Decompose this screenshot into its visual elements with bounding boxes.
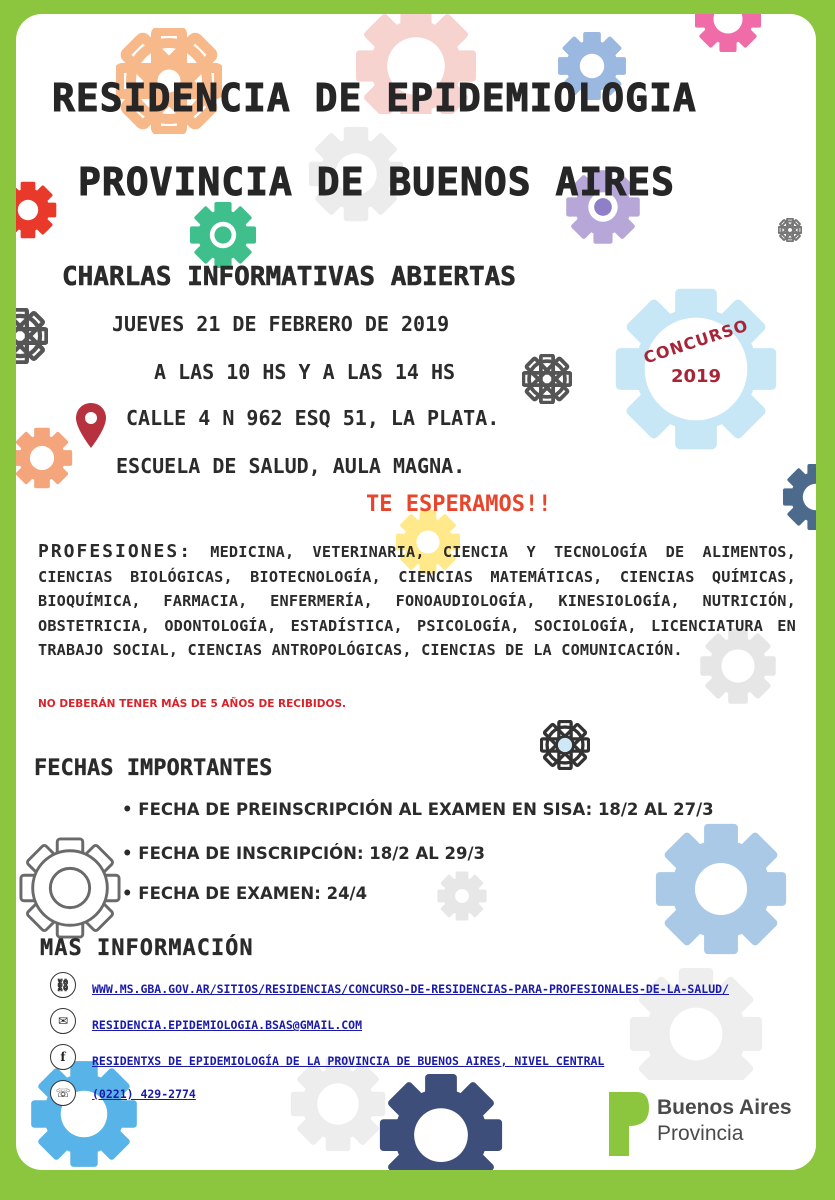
- concurso-label: CONCURSO: [641, 315, 751, 368]
- province-logo-icon: [605, 1088, 651, 1158]
- info-heading: MAS INFORMACIÓN: [40, 936, 254, 961]
- profesiones-heading: PROFESIONES:: [38, 541, 193, 562]
- email-link[interactable]: RESIDENCIA.EPIDEMIOLOGIA.BSAS@GMAIL.COM: [92, 1018, 363, 1032]
- gear-decoration: [288, 1054, 388, 1154]
- fecha-item: • FECHA DE INSCRIPCIÓN: 18/2 AL 29/3: [122, 844, 485, 863]
- concurso-year: 2019: [670, 366, 722, 387]
- poster-sheet: [16, 14, 816, 1170]
- logo-area: [591, 1080, 816, 1170]
- charlas-date: JUEVES 21 DE FEBRERO DE 2019: [112, 312, 450, 336]
- gear-decoration: [366, 1074, 516, 1170]
- facebook-link[interactable]: RESIDENTXS DE EPIDEMIOLOGÍA DE LA PROVINCIA DE BUENOS AIRES, NIVEL CENTRAL: [92, 1054, 605, 1068]
- profesiones-list: MEDICINA, VETERINARIA, CIENCIA Y TECNOLOGÍA DE ALIMENTOS, CIENCIAS BIOLÓGICAS, BIOTECNOLOGÍA, CIENCIAS MATEMÁTICAS, CIENCIAS QUÍMICAS, BIOQUÍMICA, FARMACIA, ENFERMERÍA, FONOAUDIOLOGÍA, KINESIOLOGÍA, NUTRICIÓN, OBSTETRICIA, ODONTOLOGÍA, ESTADÍSTICA, PSICOLOGÍA, SOCIOLOGÍA, LICENCIATURA EN TRABAJO SOCIAL, CIENCIAS ANTROPOLÓGICAS, CIENCIAS DE LA COMUNICACIÓN.: [38, 543, 796, 659]
- envelope-icon: ✉: [50, 1008, 76, 1034]
- web-link[interactable]: WWW.MS.GBA.GOV.AR/SITIOS/RESIDENCIAS/CONCURSO-DE-RESIDENCIAS-PARA-PROFESIONALES-DE-LA-SALUD/: [92, 982, 729, 996]
- gear-decoration: [436, 870, 488, 922]
- gear-decoration: [781, 462, 816, 532]
- fecha-inscripcion: FECHA DE INSCRIPCIÓN: 18/2 AL 29/3: [138, 844, 485, 863]
- link-icon: ⛓: [50, 972, 76, 998]
- gear-decoration: [16, 426, 74, 490]
- profesiones-note: NO DEBERÁN TENER MÁS DE 5 AÑOS DE RECIBIDOS.: [38, 698, 346, 710]
- profesiones-paragraph: [38, 540, 796, 663]
- charlas-heading: CHARLAS INFORMATIVAS ABIERTAS: [62, 262, 516, 292]
- gear-decoration: [778, 218, 802, 242]
- page-subtitle: PROVINCIA DE BUENOS AIRES: [78, 160, 675, 204]
- fechas-heading: FECHAS IMPORTANTES: [34, 756, 273, 781]
- invite-text: TE ESPERAMOS!!: [366, 492, 552, 517]
- logo-text-line2: Provincia: [657, 1122, 744, 1145]
- gear-decoration: [16, 180, 58, 240]
- gear-decoration: [24, 1058, 144, 1170]
- fecha-examen: FECHA DE EXAMEN: 24/4: [138, 884, 368, 903]
- charlas-time: A LAS 10 HS Y A LAS 14 HS: [154, 360, 456, 384]
- gear-decoration: [688, 14, 768, 54]
- charlas-place: ESCUELA DE SALUD, AULA MAGNA.: [116, 454, 466, 478]
- page-title: RESIDENCIA DE EPIDEMIOLOGIA: [52, 76, 697, 120]
- gear-decoration: [652, 820, 790, 958]
- gear-decoration: [18, 836, 122, 940]
- phone-link[interactable]: (0221) 429-2774: [92, 1087, 196, 1101]
- phone-icon: ☏: [50, 1080, 76, 1106]
- gear-decoration: [540, 720, 590, 770]
- fecha-item: • FECHA DE PREINSCRIPCIÓN AL EXAMEN EN SISA: 18/2 AL 27/3: [122, 800, 714, 819]
- logo-text-line1: Buenos Aires: [657, 1096, 792, 1119]
- charlas-address: CALLE 4 N 962 ESQ 51, LA PLATA.: [126, 406, 500, 430]
- map-pin-icon: [74, 402, 108, 450]
- facebook-icon: f: [50, 1044, 76, 1070]
- fecha-preinscripcion: FECHA DE PREINSCRIPCIÓN AL EXAMEN EN SISA: 18/2 AL 27/3: [138, 800, 714, 819]
- gear-decoration: [16, 308, 48, 364]
- fecha-item: • FECHA DE EXAMEN: 24/4: [122, 884, 368, 903]
- gear-decoration: [188, 200, 258, 270]
- gear-decoration: [522, 354, 572, 404]
